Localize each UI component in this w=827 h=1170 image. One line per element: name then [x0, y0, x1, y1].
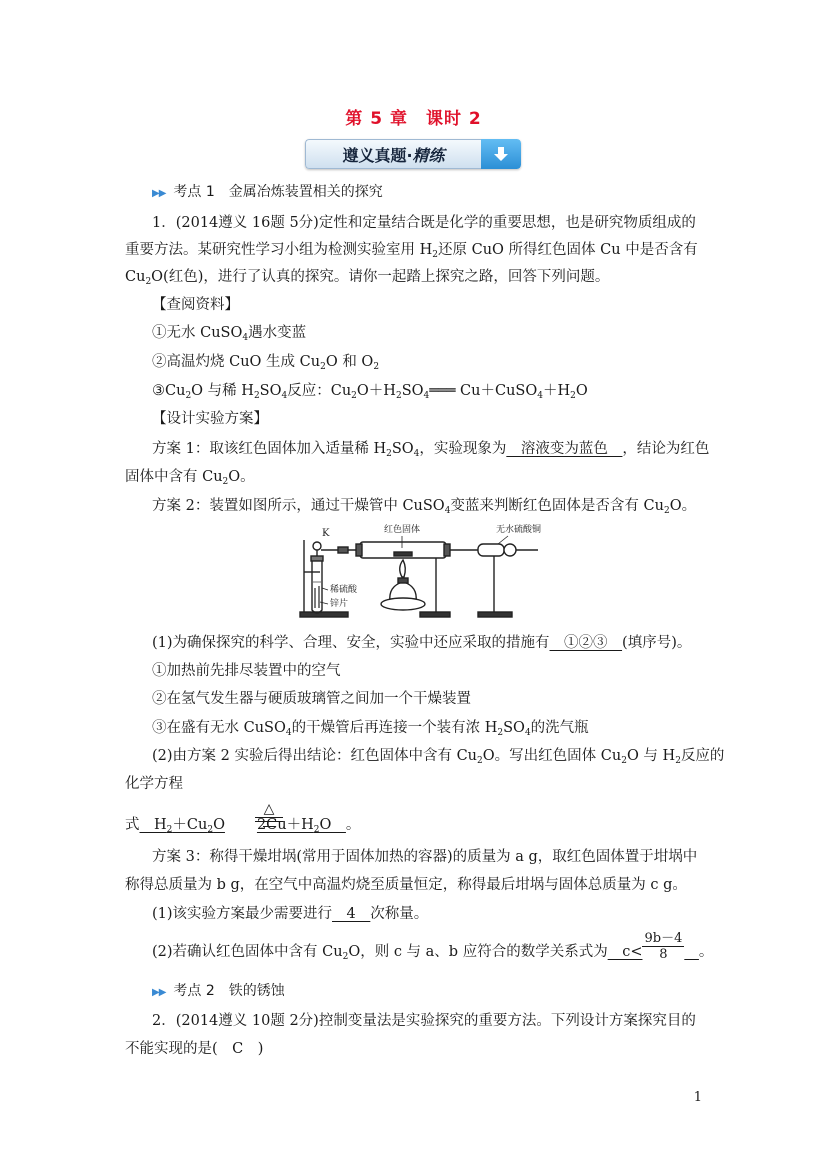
heat-triangle-icon: △	[263, 801, 275, 817]
double-triangle-icon: ▶▶	[152, 987, 166, 998]
part3-question: (1)该实验方案最少需要进行__4__次称量。	[152, 906, 429, 922]
option-3: ③在盛有无水 CuSO$_4$的干燥管后再连接一个装有浓 $H_2SO_4$的洗气瓶	[152, 720, 589, 738]
option-2: ②在氢气发生器与硬质玻璃管之间加一个干燥装置	[152, 691, 471, 707]
chapter-title: 第 5 章 课时 2	[345, 109, 482, 129]
plan3-line2: 称得总质量为 b g，在空气中高温灼烧至质量恒定，称得最后坩埚与固体总质量为 c g。	[125, 877, 687, 893]
banner-label: 遵义真题· 精练	[305, 139, 481, 169]
kp2-heading: ▶▶ 考点 2 铁的锈蚀	[152, 983, 285, 999]
part2-equation-line: 式$\_\_H_2+Cu_2O$ $2Cu+H_2O\_\_$。	[125, 817, 361, 835]
plan3-line1: 方案 3：称得干燥坩埚(常用于固体加热的容器)的质量为 a g，取红色固体置于坩埚中	[152, 849, 698, 865]
apparatus-figure	[298, 522, 544, 622]
heat-equals-sign	[255, 802, 283, 832]
plan1-line1: 方案 1：取该红色固体加入适量稀 $H_2SO_4$，实验现象为__溶液变为蓝色__，结论为红色	[152, 441, 710, 459]
double-triangle-icon: ▶▶	[152, 188, 166, 199]
q2-line2: 不能实现的是( C )	[125, 1041, 264, 1057]
equation-answer-right: $2Cu+H_2O\_\_$	[256, 817, 346, 835]
part1-answer: __①②③__	[549, 635, 623, 651]
plan1-answer: __溶液变为蓝色__	[506, 441, 623, 457]
option-1: ①加热前先排尽装置中的空气	[152, 663, 341, 679]
q1-line3: $Cu_2O$(红色)，进行了认真的探究。请你一起踏上探究之路，回答下列问题。	[125, 269, 610, 287]
fig-label-zinc: 锌片	[330, 599, 349, 609]
data-item-1: ①无水 CuSO$_4$遇水变蓝	[152, 325, 307, 343]
kp1-heading: ▶▶ 考点 1 金属冶炼装置相关的探究	[152, 184, 383, 200]
q2-line1: 2．(2014遵义 10题 2分)控制变量法是实验探究的重要方法。下列设计方案探究目的	[152, 1013, 696, 1029]
design-heading: 【设计实验方案】	[152, 411, 268, 427]
part2-line2: 化学方程	[125, 776, 183, 792]
plan1-line2: 固体中含有 $Cu_2O$。	[125, 469, 255, 487]
section-banner	[305, 139, 521, 169]
equation-answer-left: $\_\_H_2+Cu_2O$	[139, 817, 225, 835]
part2-question: (2)由方案 2 实验后得出结论：红色固体中含有 $Cu_2O$。写出红色固体 $Cu_2O$ 与 $H_2$反应的	[152, 748, 725, 766]
data-item-3: $③Cu_2O$ 与稀 $H_2SO_4$反应：$Cu_2O+H_2SO_4═══$ $Cu+CuSO_4+H_2O$	[152, 383, 588, 401]
part1-question: (1)为确保探究的科学、合理、安全，实验中还应采取的措施有__①②③__(填序号)。	[152, 635, 692, 651]
part4-question: (2)若确认红色固体中含有 $Cu_2O$，则 c 与 a、b 应符合的数学关系式为__c< $\frac{9b-4}{8}$ __。	[152, 930, 714, 962]
q1-line2: 重要方法。某研究性学习小组为检测实验室用 $H_2$还原 CuO 所得红色固体 Cu 中是否含有	[125, 242, 698, 260]
fig-label-acid: 稀硫酸	[330, 585, 358, 595]
fig-label-red-solid: 红色固体	[384, 525, 421, 535]
q1-line1: 1．(2014遵义 16题 5分)定性和定量结合既是化学的重要思想，也是研究物质组成的	[152, 215, 696, 231]
answer-fraction: $\frac{9b-4}{8}$	[644, 930, 683, 962]
page-number: 1	[693, 1090, 702, 1105]
down-arrow-icon	[481, 139, 521, 169]
data-heading: 【查阅资料】	[152, 297, 239, 313]
fig-label-cuso4: 无水硫酸铜	[496, 525, 542, 535]
fig-label-k: K	[322, 528, 330, 539]
part3-answer: __4__	[332, 906, 371, 922]
data-item-2: ②高温灼烧 CuO 生成 $Cu_2O$ 和 $O_2$	[152, 354, 380, 372]
plan2-line: 方案 2：装置如图所示，通过干燥管中 CuSO$_4$变蓝来判断红色固体是否含有 $Cu_2O$。	[152, 498, 697, 516]
